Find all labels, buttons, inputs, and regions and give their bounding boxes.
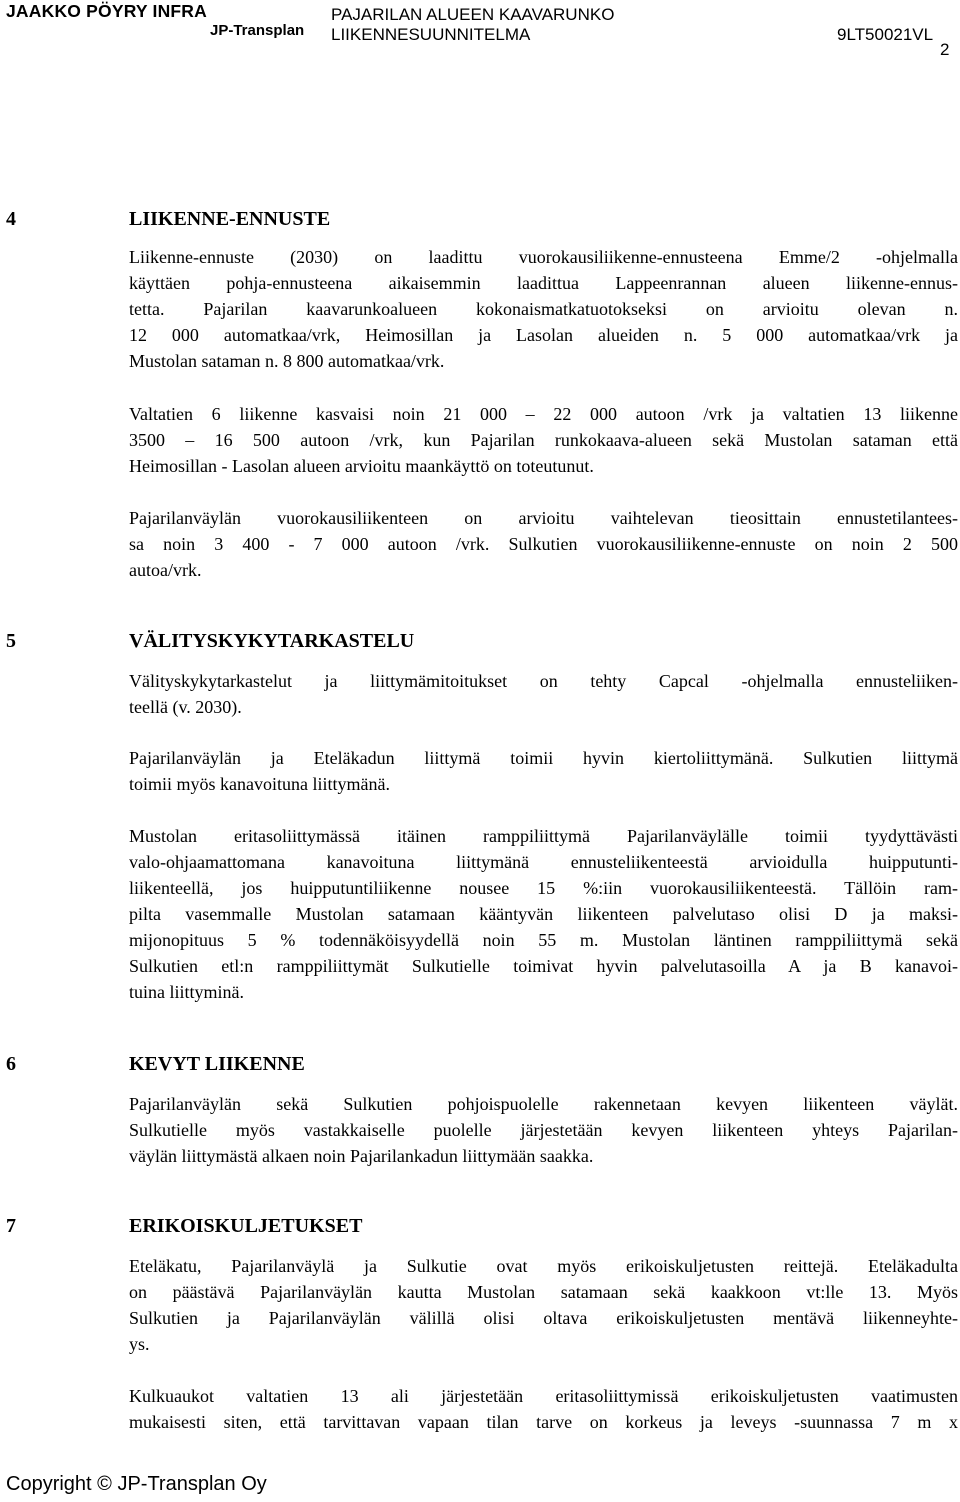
paragraph — [129, 823, 958, 1005]
page-number: 2 — [940, 40, 950, 59]
text-line: Sulkutielle myös vastakkaiselle puolelle järjestetään kevyen liikenteen yhteys Pajarilan- — [129, 1120, 958, 1140]
text-line: Eteläkatu, Pajarilanväylä ja Sulkutie ovat myös erikoiskuljetusten reittejä. Eteläkadulta — [129, 1256, 958, 1276]
section-title: KEVYT LIIKENNE — [129, 1053, 305, 1075]
section-title: LIIKENNE-ENNUSTE — [129, 208, 331, 230]
company-logo: JAAKKO PÖYRY INFRA — [6, 1, 207, 21]
text-line: sa noin 3 400 - 7 000 autoon /vrk. Sulkutien vuorokausiliikenne-ennuste on noin 2 500 — [129, 534, 958, 554]
text-line: teellä (v. 2030). — [129, 697, 242, 717]
section-number: 5 — [6, 630, 16, 652]
text-line: Pajarilanväylän vuorokausiliikenteen on arvioitu vaihtelevan tieosittain ennustetilantees- — [129, 508, 958, 528]
text-line: käyttäen pohja-ennusteena aikaisemmin laadittua Lappeenrannan alueen liikenne-ennus- — [129, 273, 958, 293]
paragraph — [129, 1091, 958, 1169]
paragraph — [129, 668, 958, 720]
text-line: valo-ohjaamattomana kanavoituna liittymänä ennusteliikenteestä arvioidulla huipputunti- — [129, 852, 958, 872]
text-line: pilta vasemmalle Mustolan satamaan kääntyvän liikenteen palvelutaso olisi D ja maksi- — [129, 904, 958, 924]
text-line: ys. — [129, 1334, 150, 1354]
text-line: Pajarilanväylän ja Eteläkadun liittymä toimii hyvin kiertoliittymänä. Sulkutien liittymä — [129, 748, 958, 768]
text-line: Sulkutien ja Pajarilanväylän välillä olisi oltava erikoiskuljetusten mentävä liikenneyhte- — [129, 1308, 958, 1328]
section-number: 7 — [6, 1215, 16, 1237]
text-line: Valtatien 6 liikenne kasvaisi noin 21 000 – 22 000 autoon /vrk ja valtatien 13 liikenne — [129, 404, 958, 424]
header-title-line2: LIIKENNESUUNNITELMA — [331, 25, 531, 44]
text-line: Mustolan eritasoliittymässä itäinen ramppiliittymä Pajarilanväylälle toimii tyydyttävästi — [129, 826, 958, 846]
text-line: Liikenne-ennuste (2030) on laadittu vuorokausiliikenne-ennusteena Emme/2 -ohjelmalla — [129, 247, 958, 267]
text-line: Välityskykytarkastelut ja liittymämitoitukset on tehty Capcal -ohjelmalla ennusteliiken- — [129, 671, 958, 691]
text-line: mukaisesti siten, että tarvittavan vapaan tilan tarve on korkeus ja leveys -suunnassa 7 m x — [129, 1412, 958, 1432]
paragraph — [129, 505, 958, 583]
text-line: Heimosillan - Lasolan alueen arvioitu maankäyttö on toteutunut. — [129, 456, 594, 476]
text-line: on päästävä Pajarilanväylän kautta Mustolan satamaan sekä kaakkoon vt:lle 13. Myös — [129, 1282, 958, 1302]
text-line: mijonopituus 5 % todennäköisyydellä noin 55 m. Mustolan läntinen ramppiliittymä sekä — [129, 930, 958, 950]
text-line: toimii myös kanavoituna liittymänä. — [129, 774, 390, 794]
text-line: tuina liittyminä. — [129, 982, 244, 1002]
section-number: 6 — [6, 1053, 16, 1075]
paragraph — [129, 1383, 958, 1435]
text-line: autoa/vrk. — [129, 560, 202, 580]
paragraph — [129, 745, 958, 797]
paragraph — [129, 401, 958, 479]
text-line: Pajarilanväylän sekä Sulkutien pohjoispuolelle rakennetaan kevyen liikenteen väylät. — [129, 1094, 958, 1114]
section-title: ERIKOISKULJETUKSET — [129, 1215, 363, 1237]
text-line: tetta. Pajarilan kaavarunkoalueen kokonaismatkatuotokseksi on arvioitu olevan n. — [129, 299, 958, 319]
page-header — [0, 0, 960, 60]
division-logo: JP-Transplan — [210, 22, 305, 39]
text-line: Kulkuaukot valtatien 13 ali järjestetään eritasoliittymissä erikoiskuljetusten vaatimusten — [129, 1386, 958, 1406]
text-line: 3500 – 16 500 autoon /vrk, kun Pajarilan runkokaava-alueen sekä Mustolan sataman että — [129, 430, 958, 450]
paragraph — [129, 244, 958, 374]
header-title-line1: PAJARILAN ALUEEN KAAVARUNKO — [331, 5, 615, 24]
text-line: Mustolan sataman n. 8 800 automatkaa/vrk. — [129, 351, 445, 371]
paragraph — [129, 1253, 958, 1357]
section-number: 4 — [6, 208, 16, 230]
text-line: 12 000 automatkaa/vrk, Heimosillan ja Lasolan alueiden n. 5 000 automatkaa/vrk ja — [129, 325, 958, 345]
text-line: liikenteellä, jos huipputuntiliikenne nousee 15 %:iin vuorokausiliikenteestä. Tällöin ram- — [129, 878, 958, 898]
section-title: VÄLITYSKYKYTARKASTELU — [129, 630, 415, 652]
footer-copyright: Copyright © JP-Transplan Oy — [6, 1473, 267, 1495]
text-line: Sulkutien etl:n ramppiliittymät Sulkutielle toimivat hyvin palvelutasoilla A ja B kanavoi- — [129, 956, 958, 976]
document-code: 9LT50021VL — [837, 25, 934, 44]
text-line: väylän liittymästä alkaen noin Pajarilankadun liittymään saakka. — [129, 1146, 594, 1166]
